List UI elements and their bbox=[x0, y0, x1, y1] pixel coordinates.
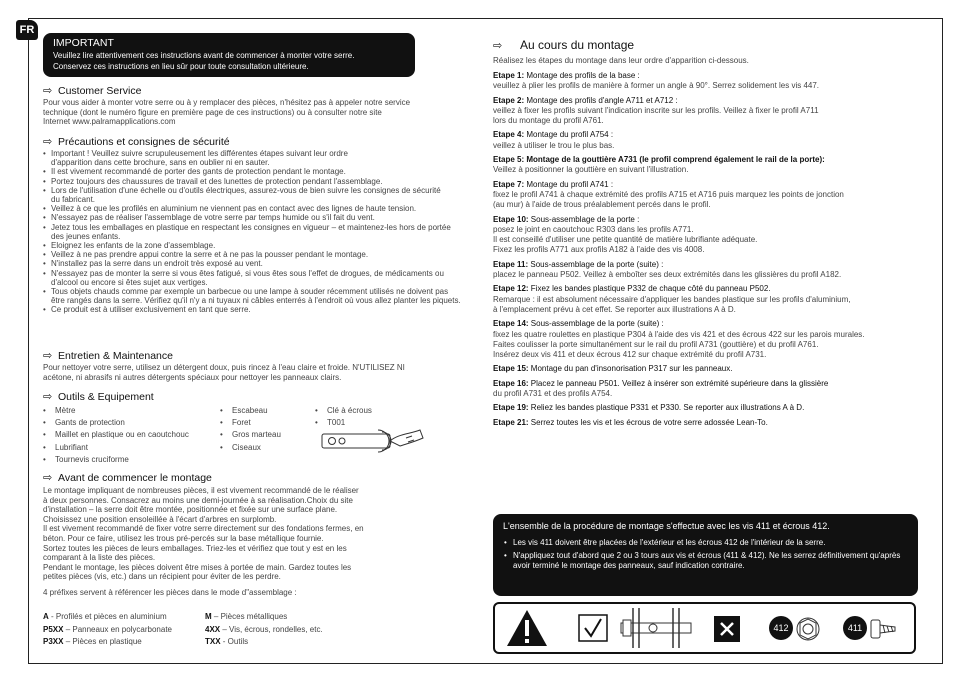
list-item: • Ciseaux bbox=[232, 442, 281, 454]
list-item: • Tous objets chauds comme par exemple un barbecue ou une lampe à souder récemment utilisés ne doivent pas être rangés dans la serre. Vérifiez qu'il n'y a ni tuyaux ni câbles enterrés à l'endroit où vous allez planter les piquets. bbox=[51, 287, 461, 305]
step-item bbox=[493, 71, 908, 92]
list-item: • Lors de l'utilisation d'une échelle ou d'outils électriques, assurez-vous de bien suivre les consignes de sécurité du fabricant. bbox=[51, 186, 446, 204]
step-item bbox=[493, 180, 908, 211]
prefix-row: A - Profilés et pièces en aluminium M – Pièces métalliques bbox=[43, 612, 288, 621]
nut-412-badge: 412 bbox=[769, 616, 793, 640]
step-label: Etape 15: bbox=[493, 364, 529, 374]
nut-icon bbox=[795, 616, 821, 642]
step-item bbox=[493, 379, 908, 400]
list-item: • T001 bbox=[327, 417, 372, 429]
step-item bbox=[493, 364, 908, 374]
list-item: • Veillez à ce que les profilés en aluminium ne viennent pas en contact avec des lignes de haute tension. bbox=[51, 204, 461, 213]
arrow-right-icon: ⇨ bbox=[43, 136, 53, 148]
list-item: • Clé à écrous bbox=[327, 405, 372, 417]
step-text: veillez à fixer les profils suivant l'indication inscrite sur les profils. Veillez à fixer le profil A711 bbox=[493, 105, 819, 115]
important-box bbox=[43, 33, 415, 77]
step-text: Il est conseillé d'utiliser une petite quantité de matière lubrifiante adéquate. bbox=[493, 235, 758, 245]
step-label: Etape 12: bbox=[493, 284, 529, 294]
step-text: fixez le profil A741 à chaque extrémité des profils A715 et A716 puis marquez les points de jonction bbox=[493, 189, 844, 199]
list-item: • Portez toujours des chaussures de travail et des lunettes de protection pendant l'assemblage. bbox=[51, 177, 461, 186]
list-item: • N'appliquez tout d'abord que 2 ou 3 tours aux vis et écrous (411 & 412). Ne les serrez définitivement qu'après avoir terminé le montage des panneaux, sauf indication contraire. bbox=[513, 551, 908, 571]
step-item bbox=[493, 260, 908, 281]
step-item bbox=[493, 284, 908, 315]
step-item bbox=[493, 130, 908, 151]
step-text: fixez les quatre roulettes en plastique P304 à l'aide des vis 421 et des écrous 422 sur les parois murales. bbox=[493, 329, 865, 339]
step-label: Etape 1: bbox=[493, 71, 525, 80]
step-item bbox=[493, 403, 908, 413]
step-title: Montage de la gouttière A731 (le profil comprend également le rail de la porte): bbox=[524, 155, 825, 165]
list-item: • Escabeau bbox=[232, 405, 281, 417]
list-item: • Foret bbox=[232, 417, 281, 429]
arrow-right-icon: ⇨ bbox=[43, 472, 53, 484]
warning-triangle-icon bbox=[505, 608, 549, 648]
safety-heading: ⇨ Précautions et consignes de sécurité bbox=[43, 136, 230, 148]
step-item bbox=[493, 418, 908, 428]
step-label: Etape 7: bbox=[493, 179, 525, 189]
step-text: veuillez à plier les profils de manière à former un angle à 90°. Serrez solidement les vis 447. bbox=[493, 81, 820, 91]
list-item: • Eloignez les enfants de la zone d'assemblage. bbox=[51, 241, 461, 250]
step-label: Etape 16: bbox=[493, 378, 529, 388]
step-text: lors du montage du profil A761. bbox=[493, 116, 604, 126]
step-title: Placez le panneau P501. Veillez à insérer son extrémité supérieure dans la glissière bbox=[528, 378, 829, 388]
language-tab: FR bbox=[16, 20, 38, 40]
maintenance-text: Pour nettoyer votre serre, utilisez un détergent doux, puis rincez à l'eau claire et froide. N'UTILISEZ NI acétone, ni abrasifs ni autres détergents spéciaux pour nettoyer les panneaux clairs. bbox=[43, 363, 405, 382]
steps-list bbox=[493, 71, 908, 432]
arrow-right-icon: ⇨ bbox=[43, 85, 53, 97]
step-text: Fixez les profils A771 aux profils A182 à l'aide des vis 4008. bbox=[493, 245, 705, 255]
bolt-through-profile-icon bbox=[613, 606, 693, 650]
list-item: • Important ! Veuillez suivre scrupuleusement les différentes étapes suivant leur ordre d'apparition dans cette brochure, sans en oublier ni en sauter. bbox=[51, 149, 361, 167]
step-title: Montage des profils d'angle A711 et A712 : bbox=[524, 95, 678, 105]
list-item: • Gants de protection bbox=[55, 417, 189, 429]
step-title: Montage du profil A754 : bbox=[524, 130, 614, 140]
step-text: Faites coulisser la porte simultanément sur le rail du profil A731 (gouttière) et du profil A761. bbox=[493, 339, 819, 349]
step-text: Insérez deux vis 411 et deux écrous 412 sur chaque extrémité du profil A731. bbox=[493, 350, 767, 360]
step-title: Serrez toutes les vis et les écrous de votre serre adossée Lean-To. bbox=[528, 417, 768, 427]
list-item: • Lubrifiant bbox=[55, 442, 189, 454]
tools-list-2 bbox=[220, 405, 281, 454]
step-label: Etape 19: bbox=[493, 403, 529, 413]
step-title: Fixez les bandes plastique P332 de chaque côté du panneau P502. bbox=[528, 284, 771, 294]
step-title: Sous-assemblage de la porte (suite) : bbox=[528, 319, 664, 329]
step-title: Montage du profil A741 : bbox=[524, 179, 614, 189]
step-text: posez le joint en caoutchouc R303 dans les profils A771. bbox=[493, 224, 694, 234]
important-text: Veuillez lire attentivement ces instructions avant de commencer à monter votre serre. Conservez ces instructions en lieu sûr pour toute consultation ultérieure. bbox=[53, 51, 355, 71]
step-label: Etape 4: bbox=[493, 130, 525, 140]
before-heading: ⇨ Avant de commencer le montage bbox=[43, 472, 212, 484]
step-title: Reliez les bandes plastique P331 et P330. Se reporter aux illustrations A à D. bbox=[528, 403, 805, 413]
list-item: • Tournevis cruciforme bbox=[55, 454, 189, 466]
list-item: • Les vis 411 doivent être placées de l'extérieur et les écrous 412 de l'intérieur de la serre. bbox=[513, 538, 908, 548]
cross-icon bbox=[714, 616, 740, 642]
list-item: • N'essayez pas de monter la serre si vous êtes fatigué, si vous êtes sous l'effet de drogues, de médicaments ou d'alcool ou encore si êtes sujet aux vertiges. bbox=[51, 269, 461, 287]
tools-list-1 bbox=[43, 405, 189, 466]
step-text: Veillez à positionner la gouttière en suivant l'illustration. bbox=[493, 165, 689, 175]
screw-icon bbox=[869, 616, 897, 642]
list-item: • Mètre bbox=[55, 405, 189, 417]
step-label: Etape 14: bbox=[493, 319, 529, 329]
arrow-right-icon: ⇨ bbox=[43, 350, 53, 362]
warning-strip bbox=[493, 602, 916, 654]
screw-411-badge: 411 bbox=[843, 616, 867, 640]
step-label: Etape 21: bbox=[493, 417, 529, 427]
before-text: Le montage impliquant de nombreuses pièces, il est vivement recommandé de le réaliser à deux personnes. Consacrez au moins une demi-journée à sa réalisation.Choix du site d'installation – la serre doit être montée, positionnée et fixée sur une surface plane. Choisissez une position ensoleillée à l'écart d'arbres en surplomb. Il est vivement recommandé de fixer votre serre directement sur des fondations fermes, en béton. Pour ce faire, utilisez les trous pré-percés sur la base métallique fournie. Sortez toutes les pièces de leurs emballages. Triez-les et vérifiez que tout y est en les comparant à la liste des pièces. Pendant le montage, les pièces doivent être mises à portée de main. Gardez toutes les petites pièces (vis, etc.) dans un récipient pour éviter de les perdre. 4 préfixes servent à référencer les pièces dans le mode d"assemblage : bbox=[43, 486, 364, 597]
step-title: Montage des profils de la base : bbox=[524, 71, 640, 80]
list-item: • N'installez pas la serre dans un endroit très exposé au vent. bbox=[51, 259, 461, 268]
step-text: placez le panneau P502. Veillez à emboîter ses deux extrémités dans les glissières du profil A182. bbox=[493, 270, 842, 280]
customer-service-heading: ⇨ Customer Service bbox=[43, 85, 142, 97]
step-item bbox=[493, 155, 908, 176]
prefix-row: P3XX – Pièces en plastique TXX - Outils bbox=[43, 637, 249, 646]
step-label: Etape 5: bbox=[493, 155, 525, 165]
step-text: (au mur) à l'aide de trous préalablement percés dans le profil. bbox=[493, 200, 711, 210]
maintenance-heading: ⇨ Entretien & Maintenance bbox=[43, 350, 173, 362]
step-title: Montage du pan d'insonorisation P317 sur les panneaux. bbox=[528, 364, 733, 374]
list-item: • Jetez tous les emballages en plastique en respectant les consignes en vigueur – et maintenez-les hors de portée des jeunes enfants. bbox=[51, 223, 461, 241]
prefix-row: P5XX – Panneaux en polycarbonate 4XX – Vis, écrous, rondelles, etc. bbox=[43, 624, 323, 634]
step-text: veillez à utiliser le trou le plus bas. bbox=[493, 140, 615, 150]
step-item bbox=[493, 319, 908, 360]
prefix-table bbox=[43, 611, 323, 649]
safety-list bbox=[43, 149, 461, 315]
steps-heading: ⇨ Au cours du montage bbox=[493, 38, 635, 52]
list-item: • Veillez à ne pas prendre appui contre la serre et à ne pas la pousser pendant le montage. bbox=[51, 250, 461, 259]
step-item bbox=[493, 215, 908, 256]
important-title: IMPORTANT bbox=[53, 37, 114, 49]
arrow-right-icon: ⇨ bbox=[43, 391, 53, 403]
tools-heading: ⇨ Outils & Equipement bbox=[43, 391, 154, 403]
screws-note-box bbox=[493, 514, 918, 596]
list-item: • Maillet en plastique ou en caoutchouc bbox=[55, 429, 189, 441]
list-item: • N'essayez pas de réaliser l'assemblage de votre serre par temps humide ou s'il fait du vent. bbox=[51, 213, 461, 222]
arrow-right-icon: ⇨ bbox=[493, 40, 503, 52]
step-text: Remarque : il est absolument nécessaire d'appliquer les bandes plastique sur les profils d'aluminium, bbox=[493, 294, 851, 304]
list-item: • Ce produit est à utiliser exclusivement en tant que serre. bbox=[51, 305, 461, 314]
step-item bbox=[493, 96, 908, 127]
customer-service-text: Pour vous aider à monter votre serre ou à y remplacer des pièces, n'hésitez pas à appeler notre service technique (dont le numéro figure en première page de ces instructions) ou à consulter notre site Internet www.palramapplications.com bbox=[43, 98, 411, 127]
list-item: • Gros marteau bbox=[232, 429, 281, 441]
list-item: • Il est vivement recommandé de porter des gants de protection pendant le montage. bbox=[51, 167, 461, 176]
step-title: Sous-assemblage de la porte : bbox=[528, 214, 640, 224]
step-label: Etape 2: bbox=[493, 95, 525, 105]
step-text: à l'emplacement prévu à cet effet. Se reporter aux illustrations A à D. bbox=[493, 304, 736, 314]
step-title: Sous-assemblage de la porte (suite) : bbox=[528, 259, 664, 269]
check-icon bbox=[578, 614, 608, 642]
note-title: L'ensemble de la procédure de montage s'effectue avec les vis 411 et écrous 412. bbox=[503, 521, 830, 531]
step-label: Etape 10: bbox=[493, 214, 529, 224]
wrench-tool-icon bbox=[320, 426, 426, 456]
steps-intro: Réalisez les étapes du montage dans leur ordre d'apparition ci-dessous. bbox=[493, 56, 749, 65]
step-text: du profil A731 et des profils A754. bbox=[493, 389, 613, 399]
step-label: Etape 11: bbox=[493, 259, 529, 269]
